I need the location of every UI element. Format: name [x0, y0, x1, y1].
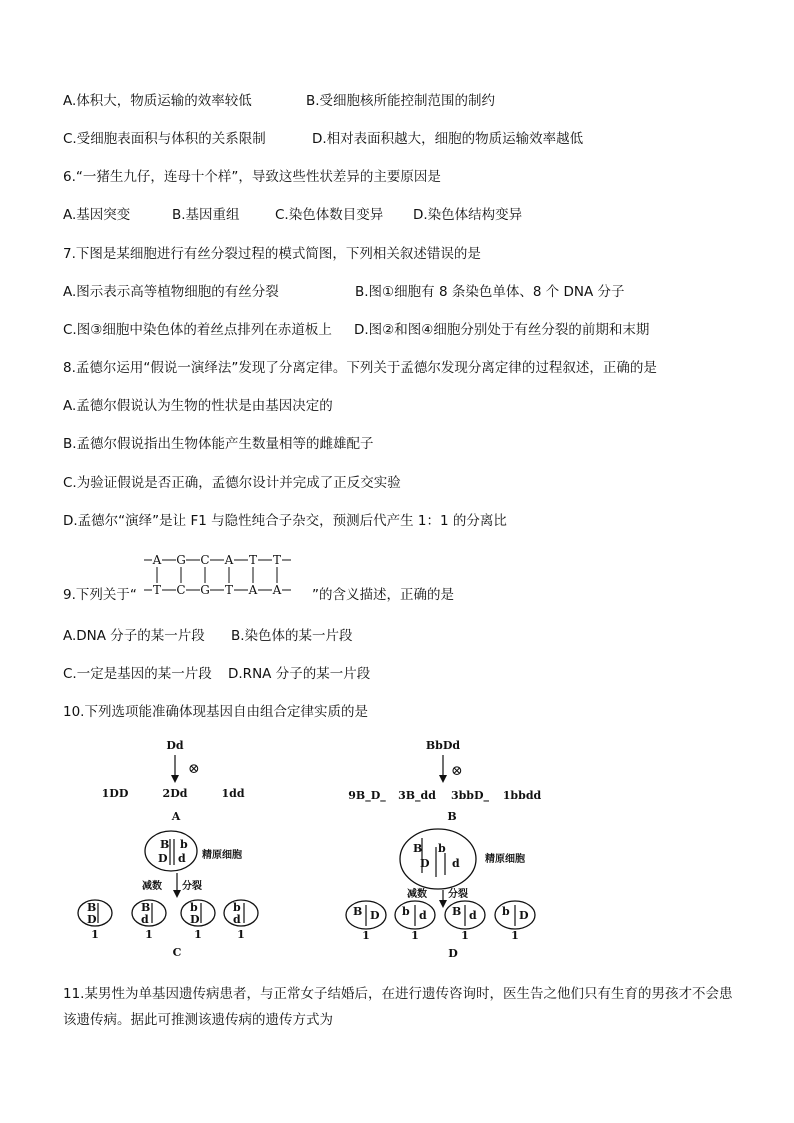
q6-option-a: A.基因突变 — [63, 207, 131, 223]
figC-cell-gene: b — [180, 838, 188, 851]
figB-parent: BbDd — [425, 739, 461, 752]
figD-cell-gene: b — [438, 842, 446, 855]
svg-text:B: B — [141, 901, 151, 914]
figD-cell-gene: D — [420, 857, 430, 870]
figB-offspring-4: 1bbdd — [502, 789, 542, 802]
svg-text:D: D — [190, 913, 200, 926]
genetics-figure — [70, 735, 560, 960]
figC-cell-label: 精原细胞 — [202, 850, 242, 861]
figD-gamete — [495, 901, 535, 942]
q11-stem: 11.某男性为单基因遗传病患者，与正常女子结婚后，在进行遗传咨询时，医生告之他们只有生育的男孩才不会患该遗传病。据此可推测该遗传病的遗传方式为 — [63, 986, 733, 1028]
q9-option-b: B.染色体的某一片段 — [231, 628, 353, 644]
figB-offspring-2: 3B_dd — [398, 789, 436, 802]
figC-gamete — [132, 900, 166, 941]
figD-gamete — [346, 901, 386, 942]
q9-stem-pre: 9.下列关于“ — [63, 587, 137, 603]
q8-option-c: C.为验证假说是否正确，孟德尔设计并完成了正反交实验 — [63, 475, 401, 491]
q10-stem: 10.下列选项能准确体现基因自由组合定律实质的是 — [63, 704, 368, 720]
q9-stem-post: ”的含义描述，正确的是 — [312, 587, 454, 603]
figC-process-a: 减数 — [142, 881, 162, 892]
svg-text:b: b — [502, 905, 510, 918]
dna-bottom-base: A — [248, 583, 258, 597]
dna-bottom-base: C — [176, 583, 186, 597]
figB-offspring-3: 3bbD_ — [450, 789, 490, 802]
svg-text:D: D — [519, 909, 529, 922]
q7-option-a: A.图示表示高等植物细胞的有丝分裂 — [63, 284, 279, 300]
figC-parent-cell — [145, 831, 197, 871]
q6-option-d: D.染色体结构变异 — [413, 207, 523, 223]
dna-top-base: T — [248, 553, 258, 567]
figD-gamete-count: 1 — [411, 929, 419, 942]
figA-offspring-2: 2Dd — [162, 787, 188, 800]
figD-parent-cell — [400, 829, 476, 889]
figD-gamete — [445, 901, 485, 942]
dna-bottom-base: T — [224, 583, 234, 597]
figA-offspring-3: 1dd — [221, 787, 245, 800]
q7-stem: 7.下图是某细胞进行有丝分裂过程的模式简图，下列相关叙述错误的是 — [63, 246, 481, 262]
q8-option-a: A.孟德尔假说认为生物的性状是由基因决定的 — [63, 398, 333, 414]
figC-gamete-count: 1 — [194, 928, 202, 941]
figC-gamete — [78, 900, 112, 941]
q7-option-c: C.图③细胞中染色体的着丝点排列在赤道板上 — [63, 322, 332, 338]
figD-label: D — [448, 947, 458, 960]
figA-parent: Dd — [166, 739, 184, 752]
svg-text:d: d — [233, 913, 241, 926]
svg-text:d: d — [419, 909, 427, 922]
svg-text:D: D — [370, 909, 380, 922]
figC-gamete — [224, 900, 258, 941]
q9-option-a: A.DNA 分子的某一片段 — [63, 628, 205, 644]
figC-cell-gene: d — [178, 852, 186, 865]
figD-process-b: 分裂 — [448, 889, 468, 900]
figC-gamete-count: 1 — [237, 928, 245, 941]
figC-process-b: 分裂 — [182, 881, 202, 892]
q7-option-b: B.图①细胞有 8 条染色单体、8 个 DNA 分子 — [355, 284, 625, 300]
figD-cell-gene: d — [452, 857, 460, 870]
dna-top-base: A — [152, 553, 162, 567]
q7-option-d: D.图②和图④细胞分别处于有丝分裂的前期和末期 — [354, 322, 650, 338]
q5-option-b: B.受细胞核所能控制范围的制约 — [306, 93, 496, 109]
figD-gamete — [395, 901, 435, 942]
figB-offspring-1: 9B_D_ — [348, 789, 386, 802]
q8-stem: 8.孟德尔运用“假说一演绎法”发现了分离定律。下列关于孟德尔发现分离定律的过程叙述，正确的是 — [63, 360, 657, 376]
svg-text:D: D — [87, 913, 97, 926]
figC-cell-gene: B — [160, 838, 170, 851]
figC-cell-gene: D — [158, 852, 168, 865]
svg-text:b: b — [233, 901, 241, 914]
dna-top-base: T — [272, 553, 282, 567]
figA-label: A — [171, 810, 181, 823]
q5-option-d: D.相对表面积越大，细胞的物质运输效率越低 — [312, 131, 584, 147]
figA-offspring-1: 1DD — [101, 787, 129, 800]
figC-label: C — [172, 946, 182, 959]
svg-text:d: d — [469, 909, 477, 922]
q6-option-c: C.染色体数目变异 — [275, 207, 384, 223]
dna-fragment-figure — [140, 550, 315, 600]
q9-option-c: C.一定是基因的某一片段 — [63, 666, 212, 682]
figB-label: B — [447, 810, 457, 823]
svg-text:B: B — [87, 901, 97, 914]
dna-bottom-base: G — [200, 583, 210, 597]
dna-top-base: C — [200, 553, 210, 567]
q8-option-d: D.孟德尔“演绎”是让 F1 与隐性纯合子杂交，预测后代产生 1：1 的分离比 — [63, 513, 507, 529]
figA-cross-symbol: ⊗ — [188, 761, 200, 777]
svg-text:b: b — [402, 905, 410, 918]
figC-gamete — [181, 900, 215, 941]
q5-option-a: A.体积大，物质运输的效率较低 — [63, 93, 252, 109]
q8-option-b: B.孟德尔假说指出生物体能产生数量相等的雌雄配子 — [63, 436, 374, 452]
svg-text:b: b — [190, 901, 198, 914]
svg-text:B: B — [353, 905, 363, 918]
figD-gamete-count: 1 — [511, 929, 519, 942]
svg-text:B: B — [452, 905, 462, 918]
dna-bottom-base: T — [152, 583, 162, 597]
dna-bottom-base: A — [272, 583, 282, 597]
figC-gamete-count: 1 — [145, 928, 153, 941]
figB-cross-symbol: ⊗ — [451, 763, 463, 779]
figD-process-a: 减数 — [407, 889, 427, 900]
q5-option-c: C.受细胞表面积与体积的关系限制 — [63, 131, 266, 147]
figD-cell-gene: B — [413, 842, 423, 855]
dna-top-base: A — [224, 553, 234, 567]
figC-gamete-count: 1 — [91, 928, 99, 941]
figD-cell-label: 精原细胞 — [485, 854, 525, 865]
q6-stem: 6.“一猪生九仔，连母十个样”，导致这些性状差异的主要原因是 — [63, 169, 441, 185]
svg-text:d: d — [141, 913, 149, 926]
figD-gamete-count: 1 — [362, 929, 370, 942]
q9-option-d: D.RNA 分子的某一片段 — [228, 666, 371, 682]
figD-gamete-count: 1 — [461, 929, 469, 942]
dna-top-base: G — [176, 553, 186, 567]
q6-option-b: B.基因重组 — [172, 207, 240, 223]
